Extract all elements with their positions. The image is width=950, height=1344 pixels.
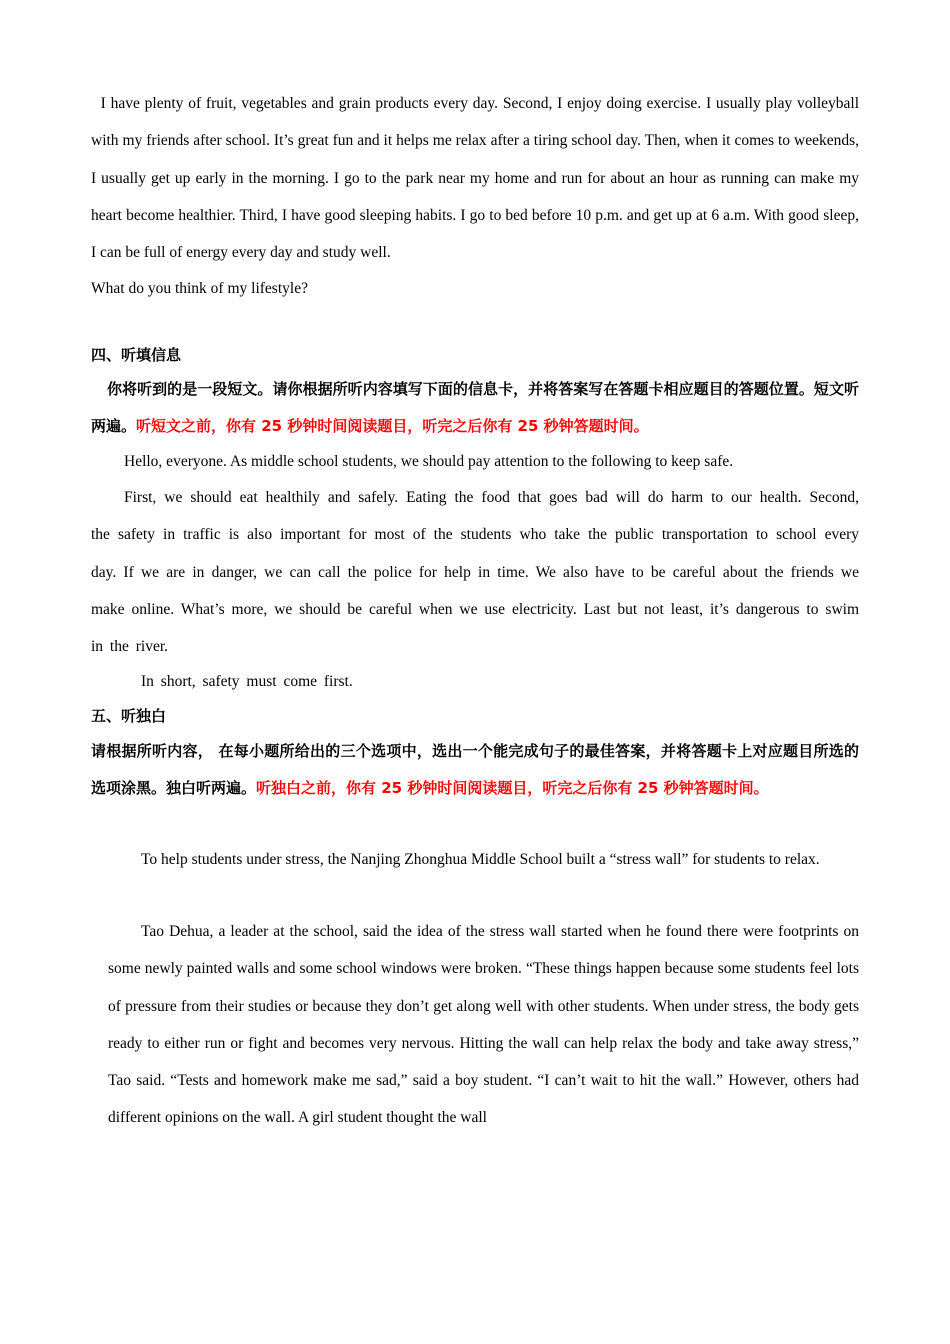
section5-instruction xyxy=(91,733,859,808)
section5-heading: 五、听独白 xyxy=(91,707,167,725)
section5-instruction-timing: 听独白之前，你有 25 秒钟时间阅读题目，听完之后你有 25 秒钟答题时间。 xyxy=(256,779,769,798)
section4-para1: Hello, everyone. As middle school students, we should pay attention to the following to keep safe. xyxy=(124,453,734,470)
letter-body: I have plenty of fruit, vegetables and grain products every day. Second, I enjoy doing exercise. I usually play volleyball with my friends after school. It’s great fun and it helps me relax after a tiring school day. Then, when it comes to weekends, I usually get up early in the morning. I go to the park near my home and run for about an hour as running can make my heart become healthier. Third, I have good sleeping habits. I go to bed before 10 p.m. and get up at 6 a.m. With good sleep, I can be full of energy every day and study well. xyxy=(91,95,859,262)
letter-closing: What do you think of my lifestyle? xyxy=(91,280,308,297)
section4-instruction-text: 你将听到的是一段短文。请你根据所听内容填写下面的信息卡，并将答案写在答题卡相应题目的答题位置。短文听两遍。 xyxy=(91,380,859,436)
section4-instruction xyxy=(91,371,859,446)
section4-para3: In short, safety must come first. xyxy=(141,673,353,690)
section5-instruction-text: 请根据所听内容， 在每小题所给出的三个选项中，选出一个能完成句子的最佳答案，并将答题卡上对应题目所选的选项涂黑。独白听两遍。 xyxy=(91,742,859,798)
section5-para1: To help students under stress, the Nanjing Zhonghua Middle School built a “stress wall” for students to relax. xyxy=(141,851,820,868)
section4-instruction-timing: 听短文之前，你有 25 秒钟时间阅读题目，听完之后你有 25 秒钟答题时间。 xyxy=(136,417,649,436)
section5-para2: Tao Dehua, a leader at the school, said the idea of the stress wall started when he found there were footprints on some newly painted walls and some school windows were broken. “These things happen because some students feel lots of pressure from their studies or because they don’t get along well with other students. When under stress, the body gets ready to either run or fight and becomes very nervous. Hitting the wall can help relax the body and take away stress,” Tao said. “Tests and homework make me sad,” said a boy student. “I can’t wait to hit the wall.” However, others had different opinions on the wall. A girl student thought the wall xyxy=(108,923,859,1127)
section4-para2: First, we should eat healthily and safely. Eating the food that goes bad will do harm to our health. Second, the safety in traffic is also important for most of the students who take the public transportation to school every day. If we are in danger, we can call the police for help in time. We also have to be careful about the friends we make online. What’s more, we should be careful when we use electricity. Last but not least, it’s dangerous to swim in the river. xyxy=(91,489,859,656)
section4-heading: 四、听填信息 xyxy=(91,346,182,364)
